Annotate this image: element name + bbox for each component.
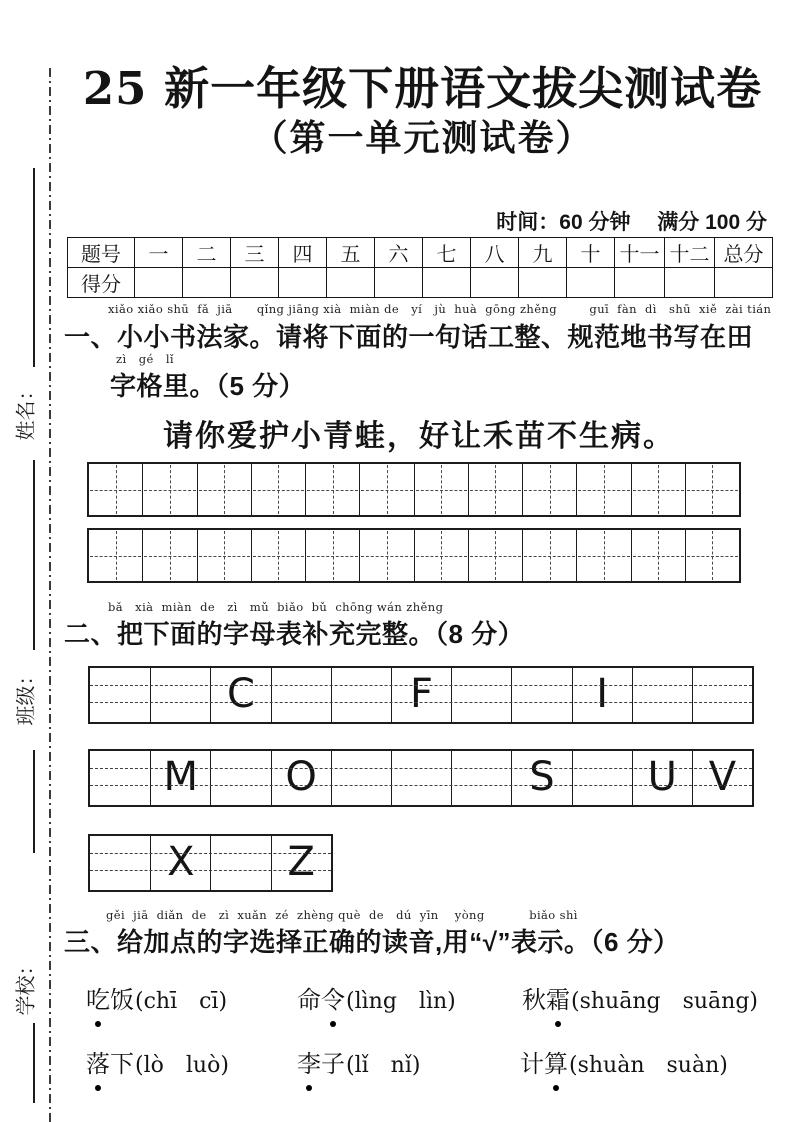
score-header-cell: 十二 <box>665 238 715 268</box>
tianzige-cell <box>251 530 305 581</box>
dotted-char: 令 <box>321 980 345 1015</box>
tianzige-cell <box>197 530 251 581</box>
alphabet-cell: X <box>150 836 210 890</box>
score-cell <box>471 268 519 298</box>
item-options: (chī cī) <box>135 989 228 1014</box>
score-header-cell: 十 <box>567 238 615 268</box>
score-cell <box>231 268 279 298</box>
item-word: 子 <box>321 1052 345 1078</box>
score-header-cell: 八 <box>471 238 519 268</box>
alphabet-cell <box>331 751 391 805</box>
score-header-cell: 六 <box>375 238 423 268</box>
item-options: (shuàn suàn) <box>569 1053 728 1078</box>
pronunciation-item <box>86 1044 229 1079</box>
alphabet-cell <box>90 668 150 722</box>
pronunciation-item <box>297 980 456 1015</box>
tianzige-cell <box>522 464 576 515</box>
score-header-cell: 三 <box>231 238 279 268</box>
alphabet-cell: I <box>572 668 632 722</box>
score-cell <box>135 268 183 298</box>
score-cell <box>519 268 567 298</box>
tianzige-cell <box>197 464 251 515</box>
score-cell <box>615 268 665 298</box>
alphabet-cell <box>572 751 632 805</box>
pronunciation-item <box>297 1044 420 1079</box>
tianzige-cell <box>305 530 359 581</box>
alphabet-cell <box>90 751 150 805</box>
score-header-cell: 四 <box>279 238 327 268</box>
alphabet-row-2 <box>88 749 754 807</box>
tianzige-cell <box>522 530 576 581</box>
alphabet-cell: V <box>692 751 752 805</box>
alphabet-cell <box>692 668 752 722</box>
tianzige-cell <box>576 464 630 515</box>
score-table <box>67 237 773 298</box>
tianzige-cell <box>251 464 305 515</box>
item-options: (lǐ nǐ) <box>346 1053 421 1078</box>
score-header-cell: 十一 <box>615 238 665 268</box>
alphabet-row-1 <box>88 666 754 724</box>
score-row-label-cell: 得分 <box>68 268 135 298</box>
score-header-cell: 题号 <box>68 238 135 268</box>
tianzige-row <box>87 528 741 583</box>
tianzige-cell <box>685 530 739 581</box>
alphabet-cell: S <box>511 751 571 805</box>
tianzige-cell <box>414 530 468 581</box>
section2-heading: 二、把下面的字母表补充完整。（8 分） <box>64 619 525 649</box>
tianzige-cell <box>142 464 196 515</box>
score-header-cell: 七 <box>423 238 471 268</box>
bottom-blank-line <box>33 1023 35 1103</box>
tianzige-cell <box>89 530 142 581</box>
score-cell <box>375 268 423 298</box>
alphabet-cell <box>511 668 571 722</box>
score-table-header-row <box>68 238 773 268</box>
school-label: 学校： <box>15 955 38 1016</box>
sentence-to-copy: 请你爱护小青蛙，好让禾苗不生病。 <box>163 419 675 454</box>
score-table-score-row <box>68 268 773 298</box>
time-fullmark-info: 时间：60 分钟 满分 100 分 <box>496 211 767 234</box>
item-word: 命 <box>297 988 321 1014</box>
tianzige-cell <box>359 530 413 581</box>
school-blank-line <box>33 750 35 853</box>
name-blank-line <box>33 168 35 367</box>
dotted-char: 算 <box>544 1044 568 1079</box>
alphabet-cell: M <box>150 751 210 805</box>
item-word: 饭 <box>110 988 134 1014</box>
alphabet-cell: F <box>391 668 451 722</box>
tianzige-cell <box>631 464 685 515</box>
score-cell <box>665 268 715 298</box>
class-blank-line <box>33 460 35 650</box>
section1-pinyin-line2: zì gé lǐ <box>116 352 174 366</box>
score-header-cell: 九 <box>519 238 567 268</box>
tianzige-cell <box>305 464 359 515</box>
paper-title: 25 新一年级下册语文拔尖测试卷 <box>82 62 763 115</box>
alphabet-cell <box>451 751 511 805</box>
tianzige-cell <box>359 464 413 515</box>
alphabet-cell <box>451 668 511 722</box>
alphabet-cell: Z <box>271 836 331 890</box>
alphabet-cell: C <box>210 668 270 722</box>
score-header-cell: 五 <box>327 238 375 268</box>
alphabet-cell <box>391 751 451 805</box>
alphabet-cell <box>271 668 331 722</box>
score-cell <box>715 268 773 298</box>
class-label: 班级： <box>15 665 38 726</box>
score-cell <box>327 268 375 298</box>
dotted-char: 霜 <box>546 980 570 1015</box>
score-cell <box>567 268 615 298</box>
section2-pinyin: bǎ xià miàn de zì mǔ biǎo bǔ chōng wán zhěng <box>108 600 444 614</box>
alphabet-cell <box>90 836 150 890</box>
alphabet-cell <box>210 836 270 890</box>
item-word: 秋 <box>522 988 546 1014</box>
alphabet-cell <box>331 668 391 722</box>
pronunciation-item <box>86 980 227 1015</box>
alphabet-cell: O <box>271 751 331 805</box>
name-label: 姓名： <box>15 380 38 441</box>
alphabet-row-3 <box>88 834 333 892</box>
tianzige-cell <box>468 464 522 515</box>
section3-pinyin: gěi jiā diǎn de zì xuǎn zé zhèng què de dú yīn yòng biǎo shì <box>106 908 578 922</box>
tianzige-cell <box>142 530 196 581</box>
score-cell <box>183 268 231 298</box>
section1-heading-line2: 字格里。（5 分） <box>110 371 306 401</box>
pronunciation-item <box>522 980 758 1015</box>
item-options: (shuāng suāng) <box>571 989 758 1014</box>
score-cell <box>423 268 471 298</box>
tianzige-cell <box>631 530 685 581</box>
section1-pinyin-line1: xiǎo xiǎo shū fǎ jiā qǐng jiāng xià miàn de yí jù huà gōng zhěng guī fàn dì shū xiě zài tián <box>108 302 772 316</box>
dotted-char: 落 <box>86 1044 110 1079</box>
item-options: (lò luò) <box>135 1053 229 1078</box>
pronunciation-item <box>520 1044 728 1079</box>
alphabet-cell <box>150 668 210 722</box>
score-header-cell: 一 <box>135 238 183 268</box>
alphabet-cell <box>210 751 270 805</box>
alphabet-cell: U <box>632 751 692 805</box>
item-word: 下 <box>110 1052 134 1078</box>
item-word: 计 <box>520 1052 544 1078</box>
paper-subtitle: （第一单元测试卷） <box>251 117 594 159</box>
item-options: (lìng lìn) <box>346 989 456 1014</box>
tianzige-cell <box>468 530 522 581</box>
alphabet-cell <box>632 668 692 722</box>
tianzige-cell <box>89 464 142 515</box>
section3-heading: 三、给加点的字选择正确的读音,用“√”表示。（6 分） <box>64 927 680 957</box>
score-cell <box>279 268 327 298</box>
seal-dashdot-line <box>49 68 51 1122</box>
dotted-char: 李 <box>297 1044 321 1079</box>
tianzige-cell <box>576 530 630 581</box>
tianzige-cell <box>414 464 468 515</box>
dotted-char: 吃 <box>86 980 110 1015</box>
tianzige-cell <box>685 464 739 515</box>
tianzige-row <box>87 462 741 517</box>
section1-heading-line1: 一、小小书法家。请将下面的一句话工整、规范地书写在田 <box>64 322 754 352</box>
score-header-cell: 总分 <box>715 238 773 268</box>
score-header-cell: 二 <box>183 238 231 268</box>
